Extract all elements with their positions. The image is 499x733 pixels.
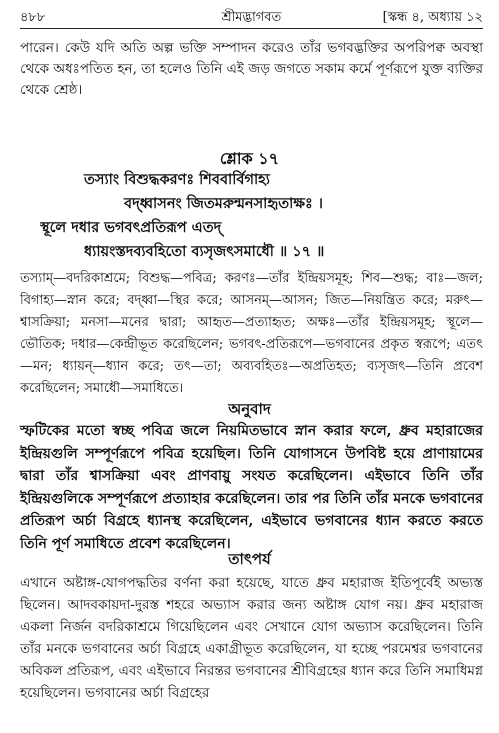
intro-paragraph <box>20 38 483 101</box>
verse-block <box>40 168 483 264</box>
intro-text: পারেন। কেউ যদি অতি অল্প ভক্তি সম্পাদন করেও তাঁর ভগবদ্ভক্তির অপরিপক্ব অবস্থা থেকে অধঃপতিত হন, তা হলেও তিনি এই জড় জগতে সকাম কর্মে পূর্ণরূপে যুক্ত ব্যক্তির থেকে শ্রেষ্ঠ। <box>20 40 483 98</box>
translation-title: অনুবাদ <box>228 400 271 418</box>
purport-text: এখানে অষ্টাঙ্গ-যোগপদ্ধতির বর্ণনা করা হয়েছে, যাতে ধ্রুব মহারাজ ইতিপূর্বেই অভ্যস্ত ছিলেন। আদবকায়দা-দুরস্ত শহরে অভ্যাস করার জন্য অষ্টাঙ্গ যোগ নয়। ধ্রুব মহারাজ একলা নির্জন বদরিকাশ্রমে গিয়েছিলেন এবং সেখানে যোগ অভ্যাস করেছিলেন। তিনি তাঁর মনকে ভগবানের অর্চা বিগ্রহে একাগ্রীভূত করেছিলেন, যা হচ্ছে পরমেশ্বর ভগবানের অবিকল প্রতিরূপ, এবং এইভাবে নিরন্তর ভগবানের শ্রীবিগ্রহের ধ্যান করে তিনি সমাধিমগ্ন হয়েছিলেন। ভগবানের অর্চা বিগ্রহের <box>20 575 483 701</box>
book-title: শ্রীমদ্ভাগবত <box>221 10 282 25</box>
chapter-reference: [স্কন্ধ ৪, অধ্যায় ১২ <box>382 10 483 25</box>
translation-text: স্ফটিকের মতো স্বচ্ছ পবিত্র জলে নিয়মিতভাবে স্নান করার ফলে, ধ্রুব মহারাজের ইন্দ্রিয়গুলি সম্পূর্ণরূপে পবিত্র হয়েছিল। তিনি যোগাসনে উপবিষ্ট হয়ে প্রাণায়ামের দ্বারা তাঁর শ্বাসক্রিয়া এবং প্রাণবায়ু সংযত করেছিলেন। এইভাবে তিনি তাঁর ইন্দ্রিয়গুলিকে সম্পূর্ণরূপে প্রত্যাহার করেছিলেন। তার পর তিনি তাঁর মনকে ভগবানের প্রতিরূপ অর্চা বিগ্রহে ধ্যানস্থ করেছিলেন, এইভাবে ভগবানের ধ্যান করতে করতে তিনি পূর্ণ সমাধিতে প্রবেশ করেছিলেন। <box>20 423 483 552</box>
translation-block <box>20 420 483 555</box>
header-rule <box>20 28 483 29</box>
verse-line: স্থূলে দধার ভগবৎপ্রতিরূপ এতদ্ <box>40 219 222 236</box>
verse-line: তস্যাং বিশুদ্ধকরণঃ শিববার্বিগাহ্য <box>84 171 270 188</box>
purport-block <box>20 572 483 704</box>
page-number: ৪৮৮ <box>20 10 46 25</box>
verse-line: বদ্ধ্বাসনং জিতমরুন্মনসাহৃতাক্ষঃ । <box>124 195 323 212</box>
verse-line: ধ্যায়ংস্তদব্যবহিতো ব্যসৃজৎসমাধৌ ॥ ১৭ ॥ <box>84 243 325 260</box>
synonyms-text: তস্যাম্—বদরিকাশ্রমে; বিশুদ্ধ—পবিত্র; করণঃ—তাঁর ইন্দ্রিয়সমূহ; শিব—শুদ্ধ; বাঃ—জল; বিগাহ্য—স্নান করে; বদ্ধ্বা—স্থির করে; আসনম্—আসন; জিত—নিয়ন্ত্রিত করে; মরুৎ—শ্বাসক্রিয়া; মনসা—মনের দ্বারা; আহৃত—প্রত্যাহৃত; অক্ষঃ—তাঁর ইন্দ্রিয়সমূহ; স্থূলে—ভৌতিক; দধার—কেন্দ্রীভূত করেছিলেন; ভগবৎ-প্রতিরূপে—ভগবানের প্রকৃত স্বরূপে; এতৎ—মন; ধ্যায়ন্—ধ্যান করে; তৎ—তা; অব্যবহিতঃ—অপ্রতিহত; ব্যসৃজৎ—তিনি প্রবেশ করেছিলেন; সমাধৌ—সমাধিতে। <box>20 271 483 396</box>
synonyms-block <box>20 268 483 400</box>
purport-title: তাৎপর্য <box>228 550 271 568</box>
page-header <box>20 8 483 30</box>
verse-title: শ্লোক ১৭ <box>219 149 280 168</box>
